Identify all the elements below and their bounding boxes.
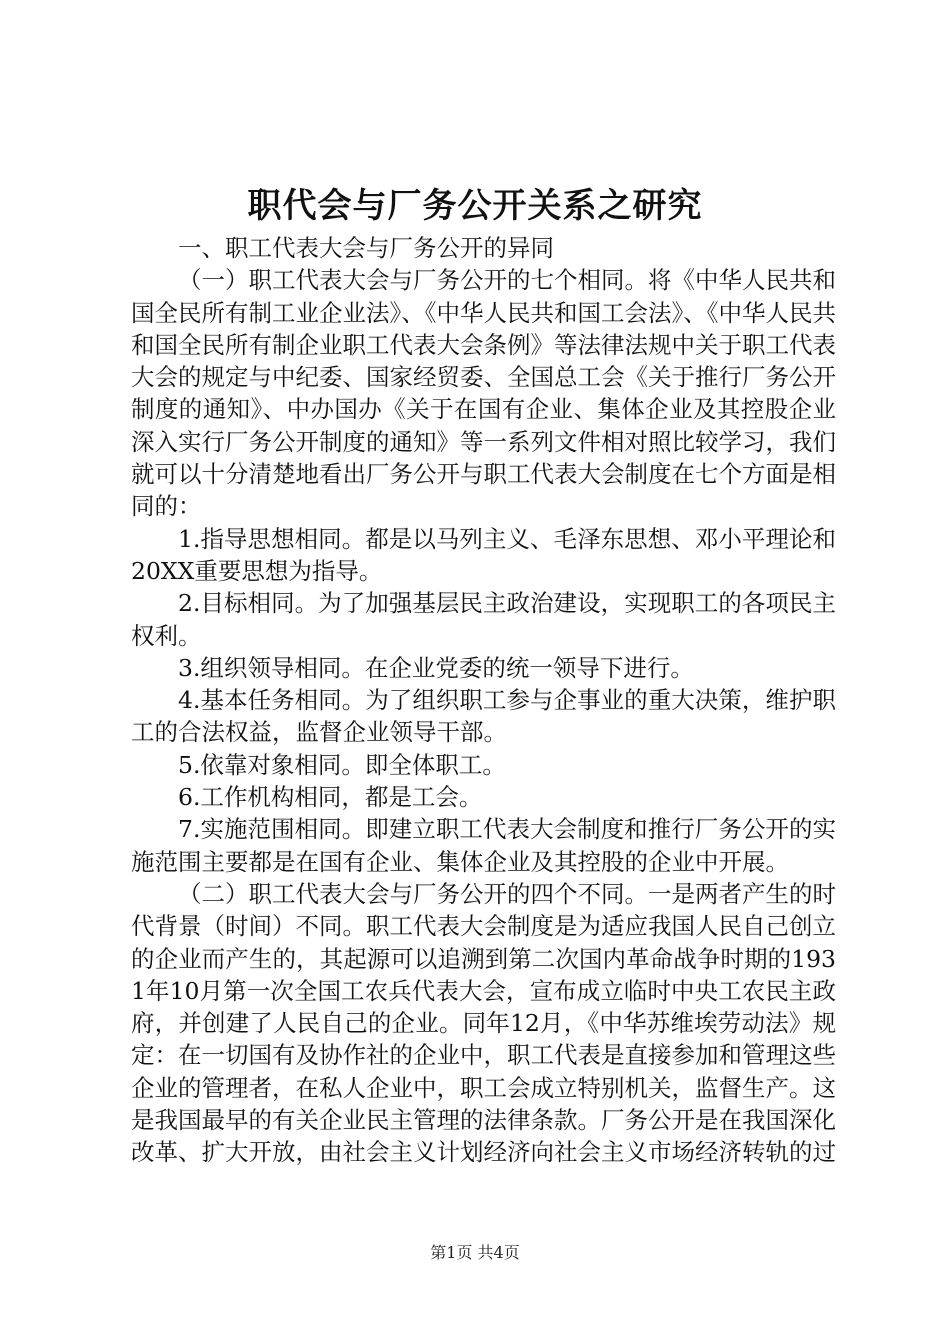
list-item: 7.实施范围相同。即建立职工代表大会制度和推行厂务公开的实施范围主要都是在国有企业、集体企业及其控股的企业中开展。: [131, 815, 836, 876]
paragraph: （二）职工代表大会与厂务公开的四个不同。一是两者产生的时代背景（时间）不同。职工代表大会制度是为适应我国人民自己创立的企业而产生的，其起源可以追溯到第二次国内革命战争时期的1931年10月第一次全国工农兵代表大会，宣布成立临时中央工农民主政府，并创建了人民自己的企业。同年12月，《中华苏维埃劳动法》规定：在一切国有及协作社的企业中，职工代表是直接参加和管理这些企业的管理者，在私人企业中，职工会成立特别机关，监督生产。这是我国最早的有关企业民主管理的法律条款。厂务公开是在我国深化改革、扩大开放，由社会主义计划经济向社会主义市场经济转轨的过: [131, 879, 836, 1167]
section-heading: 一、职工代表大会与厂务公开的异同: [178, 234, 554, 262]
list-item: 1.指导思想相同。都是以马列主义、毛泽东思想、邓小平理论和20XX重要思想为指导。: [131, 524, 836, 585]
list-item: 4.基本任务相同。为了组织职工参与企事业的重大决策，维护职工的合法权益，监督企业领导干部。: [131, 686, 836, 747]
document-title: 职代会与厂务公开关系之研究: [247, 186, 703, 226]
document-body: [131, 232, 836, 1169]
paragraph: （一）职工代表大会与厂务公开的七个相同。将《中华人民共和国全民所有制工业企业法》、《中华人民共和国工会法》、《中华人民共和国全民所有制企业职工代表大会条例》等法律法规中关于职工代表大会的规定与中纪委、国家经贸委、全国总工会《关于推行厂务公开制度的通知》、中办国办《关于在国有企业、集体企业及其控股企业深入实行厂务公开制度的通知》等一系列文件相对照比较学习，我们就可以十分清楚地看出厂务公开与职工代表大会制度在七个方面是相同的：: [131, 266, 836, 521]
list-item: 6.工作机构相同，都是工会。: [178, 783, 483, 812]
page-number: 第1页 共4页: [430, 1243, 520, 1262]
list-item: 2.目标相同。为了加强基层民主政治建设，实现职工的各项民主权利。: [131, 589, 836, 650]
list-item: 3.组织领导相同。在企业党委的统一领导下进行。: [178, 653, 694, 682]
list-item: 5.依靠对象相同。即全体职工。: [178, 750, 506, 779]
